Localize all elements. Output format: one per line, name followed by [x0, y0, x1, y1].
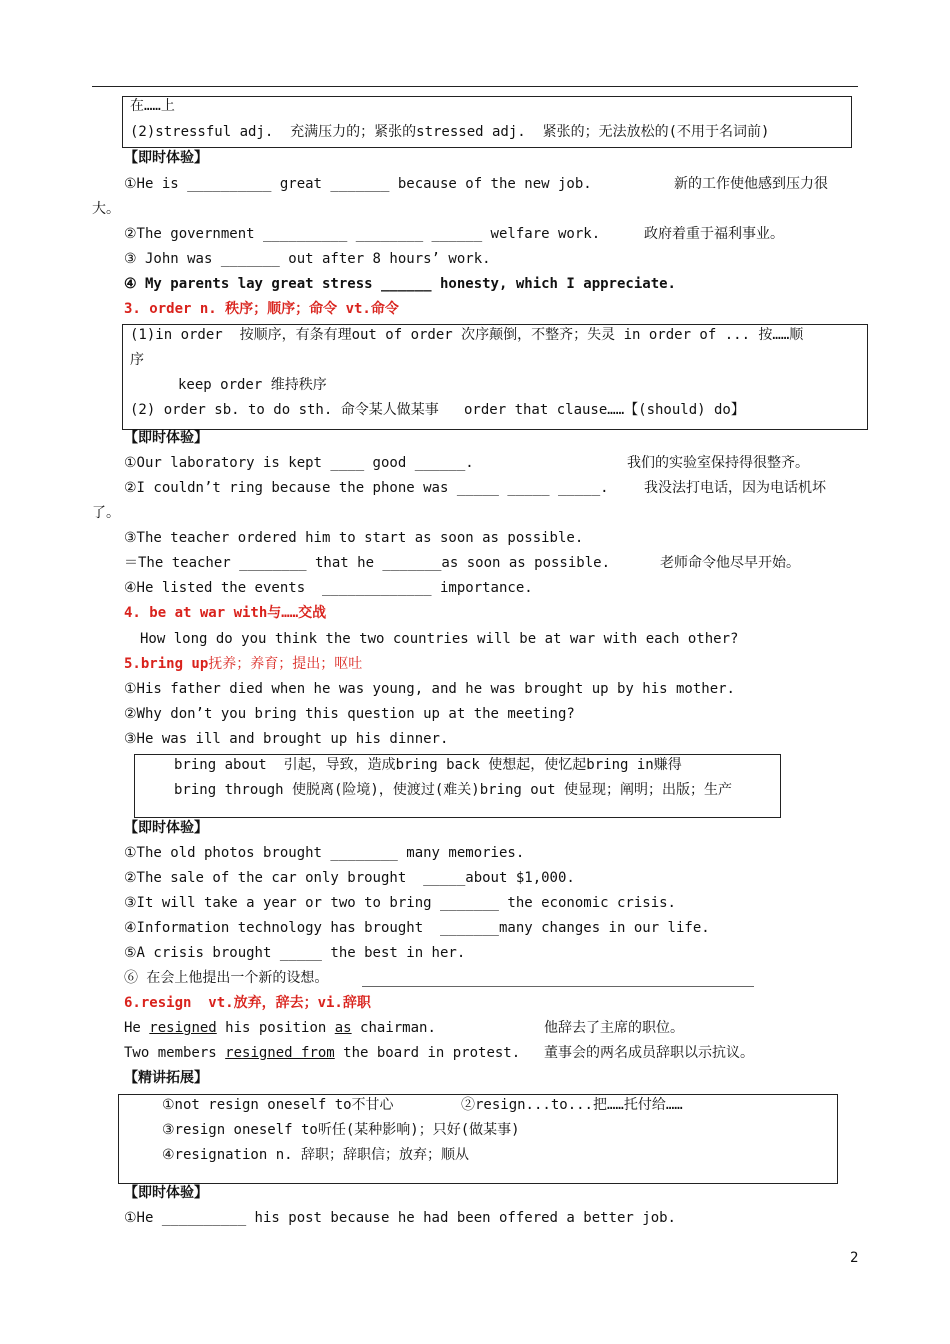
- exercise-line: ②I couldn’t ring because the phone was _____ _____ _____.: [124, 480, 609, 496]
- translation: 董事会的两名成员辞职以示抗议。: [544, 1045, 754, 1061]
- exercise-line: ①He is __________ great _______ because of the new job.: [124, 176, 592, 192]
- section-title: 6.resign vt.放弃，辞去；vi.辞职: [124, 995, 371, 1011]
- exercise-line: ④He listed the events _____________ importance.: [124, 580, 533, 596]
- text-run: Two members: [124, 1045, 226, 1061]
- section-label: 【即时体验】: [124, 150, 208, 166]
- exercise-line: ④ My parents lay great stress ______ honesty, which I appreciate.: [124, 276, 676, 292]
- section-label: 【即时体验】: [124, 820, 208, 836]
- example-sentence: ①His father died when he was young, and he was brought up by his mother.: [124, 681, 735, 697]
- answer-blank-line[interactable]: [362, 986, 754, 987]
- section-title: 4. be at war with与……交战: [124, 605, 327, 621]
- example-sentence: How long do you think the two countries will be at war with each other?: [140, 631, 739, 647]
- underlined-word: resigned from: [225, 1045, 335, 1061]
- box-text: 序: [130, 352, 144, 368]
- box-text: (2) order sb. to do sth. 命令某人做某事 order that clause……【(should) do】: [130, 402, 745, 418]
- section-label: 【精讲拓展】: [124, 1070, 208, 1086]
- box-text: 在……上: [130, 98, 175, 114]
- example-sentence: [124, 1018, 436, 1038]
- exercise-line: ①Our laboratory is kept ____ good ______.: [124, 455, 474, 471]
- text-run: the board in protest.: [334, 1045, 521, 1061]
- section-title-term: 5.bring up: [124, 656, 209, 672]
- exercise-line: ＝The teacher ________ that he _______as soon as possible.: [124, 555, 611, 571]
- example-sentence: ③He was ill and brought up his dinner.: [124, 731, 449, 747]
- exercise-line: ⑤A crisis brought _____ the best in her.: [124, 945, 466, 961]
- section-label: 【即时体验】: [124, 1185, 208, 1201]
- box-text: (2)stressful adj. 充满压力的；紧张的stressed adj. 紧张的；无法放松的(不用于名词前): [130, 124, 770, 140]
- box-text: bring through 使脱离(险境)，使渡过(难关)bring out 使显现；阐明；出版；生产: [174, 782, 733, 798]
- box-text: bring about 引起，导致，造成bring back 使想起，使忆起bring in赚得: [174, 757, 682, 773]
- underlined-word: as: [334, 1020, 352, 1036]
- box-text: ①not resign oneself to不甘心 ②resign...to...把……托付给……: [162, 1097, 683, 1113]
- section-title: [124, 654, 362, 674]
- box-text: (1)in order 按顺序，有条有理out of order 次序颠倒，不整齐；失灵 in order of ... 按……顺: [130, 327, 804, 343]
- translation: 我没法打电话，因为电话机坏: [644, 480, 826, 496]
- exercise-line: ⑥ 在会上他提出一个新的设想。: [124, 970, 329, 986]
- header-rule: [92, 86, 858, 87]
- box-text: ③resign oneself to听任(某种影响)；只好(做某事): [162, 1122, 520, 1138]
- text-run: chairman.: [351, 1020, 436, 1036]
- translation: 新的工作使他感到压力很: [674, 176, 828, 192]
- section-title-meaning: 抚养；养育；提出；呕吐: [208, 656, 363, 672]
- translation: 他辞去了主席的职位。: [544, 1020, 684, 1036]
- section-label: 【即时体验】: [124, 430, 208, 446]
- translation: 了。: [92, 505, 120, 521]
- example-sentence: [124, 1043, 520, 1063]
- box-text: ④resignation n. 辞职；辞职信；放弃；顺从: [162, 1147, 469, 1163]
- exercise-line: ③ John was _______ out after 8 hours’ work.: [124, 251, 491, 267]
- underlined-word: resigned: [149, 1020, 217, 1036]
- text-run: He: [124, 1020, 150, 1036]
- section-title: 3. order n. 秩序；顺序；命令 vt.命令: [124, 301, 399, 317]
- example-sentence: ②Why don’t you bring this question up at the meeting?: [124, 706, 575, 722]
- translation: 政府着重于福利事业。: [644, 226, 784, 242]
- exercise-line: ②The sale of the car only brought _____about $1,000.: [124, 870, 575, 886]
- page-number: 2: [850, 1250, 859, 1266]
- exercise-line: ③The teacher ordered him to start as soon as possible.: [124, 530, 584, 546]
- exercise-line: ①He __________ his post because he had been offered a better job.: [124, 1210, 676, 1226]
- text-run: his position: [216, 1020, 335, 1036]
- box-text: keep order 维持秩序: [178, 377, 327, 393]
- exercise-line: ④Information technology has brought _______many changes in our life.: [124, 920, 710, 936]
- translation: 我们的实验室保持得很整齐。: [627, 455, 809, 471]
- exercise-line: ②The government __________ ________ ______ welfare work.: [124, 226, 601, 242]
- exercise-line: ③It will take a year or two to bring _______ the economic crisis.: [124, 895, 676, 911]
- translation: 老师命令他尽早开始。: [660, 555, 800, 571]
- exercise-line: ①The old photos brought ________ many memories.: [124, 845, 525, 861]
- translation: 大。: [92, 201, 120, 217]
